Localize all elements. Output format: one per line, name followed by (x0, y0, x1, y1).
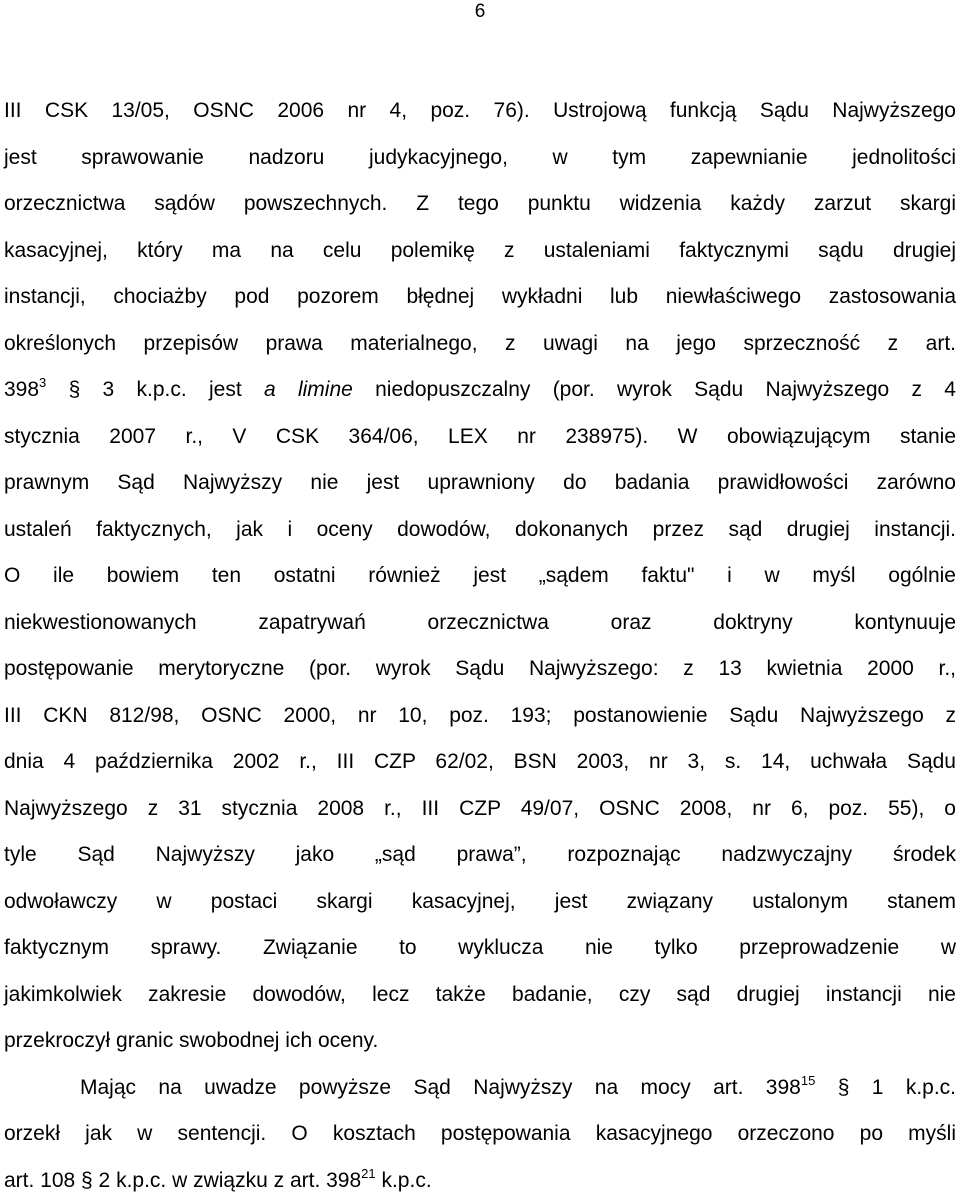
text-line (4, 1158, 956, 1204)
text-line: jest sprawowanie nadzoru judykacyjnego, w tym zapewnianie jednolitości (4, 135, 956, 182)
text-line: tyle Sąd Najwyższy jako „sąd prawa”, rozpoznając nadzwyczajny środek (4, 832, 956, 879)
superscript: 21 (361, 1166, 375, 1181)
text-line: kasacyjnej, który ma na celu polemikę z ustaleniami faktycznymi sądu drugiej (4, 228, 956, 275)
text-fragment: Mając na uwadze powyższe Sąd Najwyższy na mocy art. 398 (80, 1076, 801, 1099)
document-body (4, 88, 956, 1204)
text-fragment: art. 108 § 2 k.p.c. w związku z art. 398 (4, 1169, 361, 1192)
text-line: III CSK 13/05, OSNC 2006 nr 4, poz. 76). Ustrojową funkcją Sądu Najwyższego (4, 88, 956, 135)
text-line (4, 1065, 956, 1112)
superscript: 15 (801, 1073, 815, 1088)
text-line: orzecznictwa sądów powszechnych. Z tego punktu widzenia każdy zarzut skargi (4, 181, 956, 228)
text-line: III CKN 812/98, OSNC 2000, nr 10, poz. 193; postanowienie Sądu Najwyższego z (4, 693, 956, 740)
text-fragment: k.p.c. (376, 1169, 432, 1192)
text-line: instancji, chociażby pod pozorem błędnej wykładni lub niewłaściwego zastosowania (4, 274, 956, 321)
text-line: niekwestionowanych zapatrywań orzecznictwa oraz doktryny kontynuuje (4, 600, 956, 647)
text-line: orzekł jak w sentencji. O kosztach postępowania kasacyjnego orzeczono po myśli (4, 1111, 956, 1158)
page-number: 6 (0, 0, 960, 24)
text-fragment: niedopuszczalny (por. wyrok Sądu Najwyższego z 4 (353, 378, 956, 401)
text-line: Najwyższego z 31 stycznia 2008 r., III CZP 49/07, OSNC 2008, nr 6, poz. 55), o (4, 786, 956, 833)
text-line: O ile bowiem ten ostatni również jest „sądem faktu" i w myśl ogólnie (4, 553, 956, 600)
text-fragment: § 3 k.p.c. jest (46, 378, 264, 401)
text-line: jakimkolwiek zakresie dowodów, lecz także badanie, czy sąd drugiej instancji nie (4, 972, 956, 1019)
superscript: 3 (39, 375, 46, 390)
text-line: odwoławczy w postaci skargi kasacyjnej, jest związany ustalonym stanem (4, 879, 956, 926)
italic-phrase: a limine (264, 378, 353, 401)
text-line: postępowanie merytoryczne (por. wyrok Sądu Najwyższego: z 13 kwietnia 2000 r., (4, 646, 956, 693)
text-line: dnia 4 października 2002 r., III CZP 62/02, BSN 2003, nr 3, s. 14, uchwała Sądu (4, 739, 956, 786)
text-line (4, 367, 956, 414)
text-line: określonych przepisów prawa materialnego, z uwagi na jego sprzeczność z art. (4, 321, 956, 368)
text-fragment: § 1 k.p.c. (815, 1076, 956, 1099)
article-number: 398 (4, 378, 39, 401)
text-line: przekroczył granic swobodnej ich oceny. (4, 1018, 956, 1065)
text-line: ustaleń faktycznych, jak i oceny dowodów, dokonanych przez sąd drugiej instancji. (4, 507, 956, 554)
text-line: prawnym Sąd Najwyższy nie jest uprawniony do badania prawidłowości zarówno (4, 460, 956, 507)
text-line: faktycznym sprawy. Związanie to wyklucza nie tylko przeprowadzenie w (4, 925, 956, 972)
text-line: stycznia 2007 r., V CSK 364/06, LEX nr 238975). W obowiązującym stanie (4, 414, 956, 461)
